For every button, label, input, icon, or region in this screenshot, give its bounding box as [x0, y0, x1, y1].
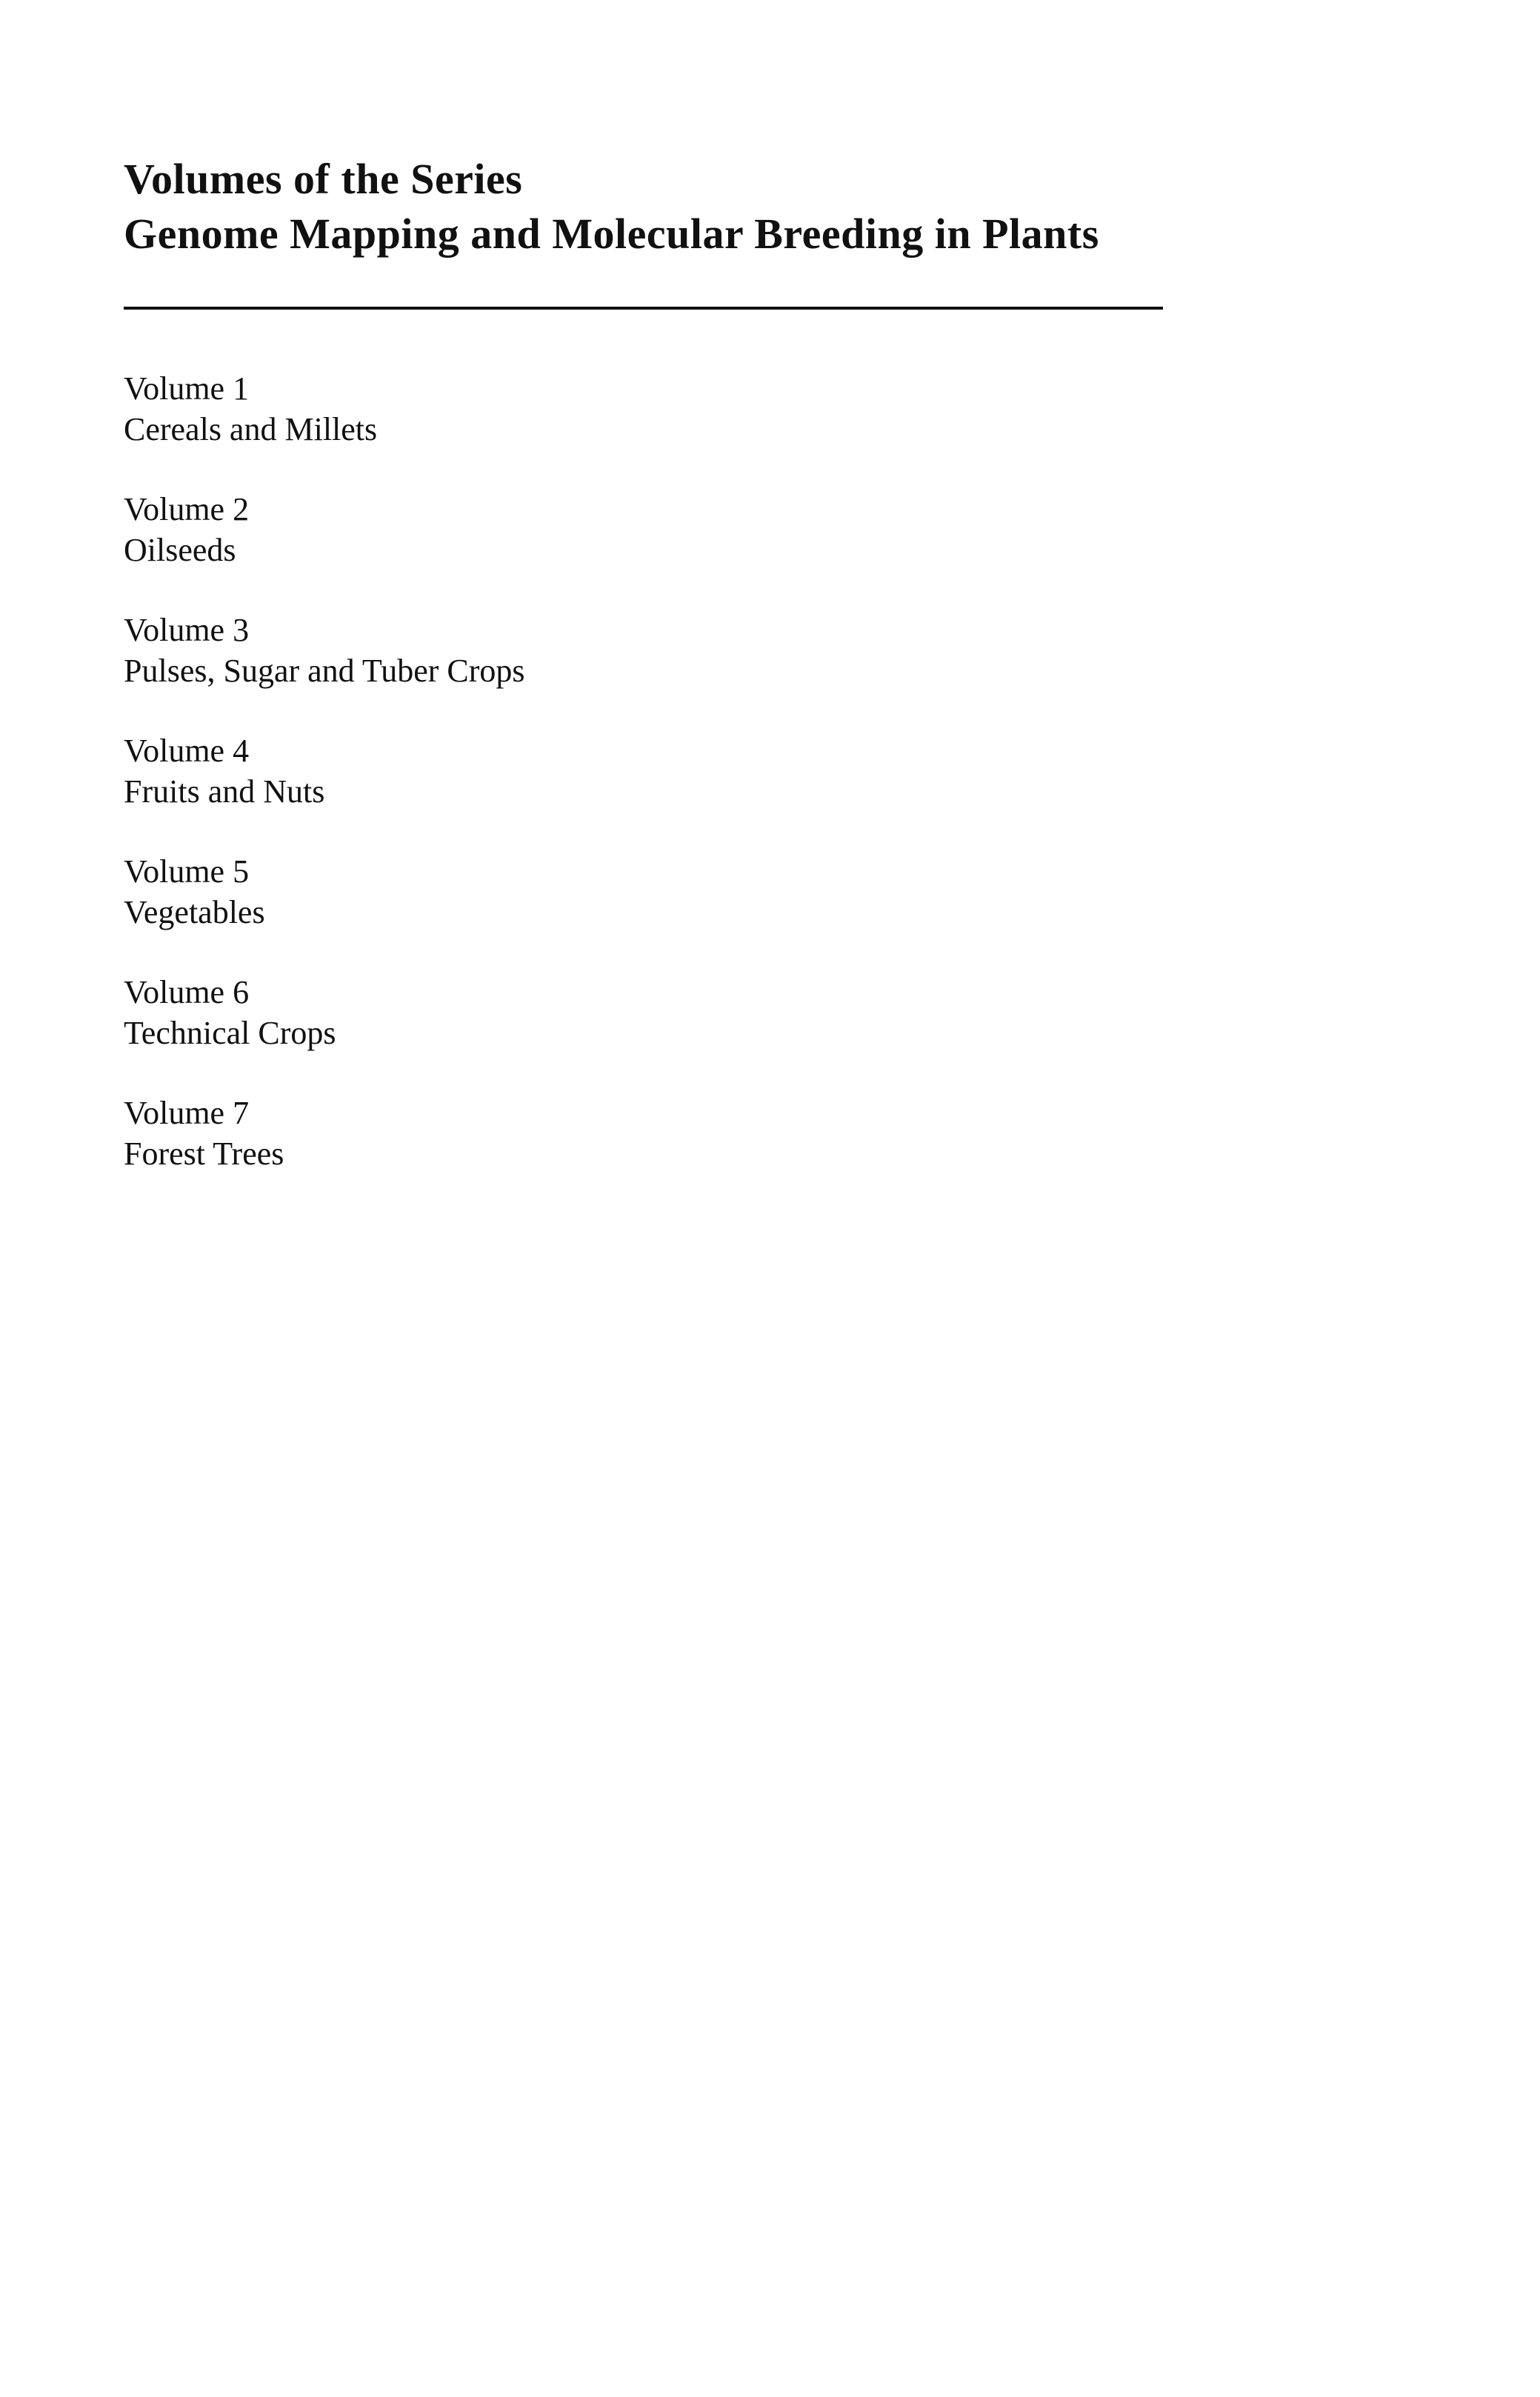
volume-title: Forest Trees	[124, 1136, 284, 1172]
volume-title: Vegetables	[124, 894, 265, 930]
volume-title: Pulses, Sugar and Tuber Crops	[124, 653, 525, 689]
volume-number: Volume 4	[124, 733, 250, 769]
header-divider	[124, 307, 1163, 310]
series-title-line-1: Volumes of the Series	[124, 155, 523, 203]
volume-entry	[124, 368, 1161, 489]
volume-title: Oilseeds	[124, 532, 236, 568]
volume-entry	[124, 1093, 1161, 1213]
volume-number: Volume 7	[124, 1095, 250, 1131]
volume-entry	[124, 610, 1161, 730]
volume-title: Fruits and Nuts	[124, 773, 325, 810]
volume-number: Volume 2	[124, 491, 250, 527]
volume-entry	[124, 489, 1161, 610]
volume-title: Technical Crops	[124, 1015, 336, 1051]
volume-list	[124, 368, 1161, 1213]
volume-entry	[124, 730, 1161, 851]
volume-number: Volume 5	[124, 853, 250, 890]
volume-entry	[124, 851, 1161, 972]
volume-title: Cereals and Millets	[124, 411, 378, 447]
volume-number: Volume 3	[124, 612, 250, 648]
series-title-line-2: Genome Mapping and Molecular Breeding in Plants	[124, 210, 1099, 258]
volume-number: Volume 6	[124, 974, 250, 1010]
series-header	[124, 152, 1161, 261]
volume-entry	[124, 972, 1161, 1093]
volume-number: Volume 1	[124, 370, 250, 407]
